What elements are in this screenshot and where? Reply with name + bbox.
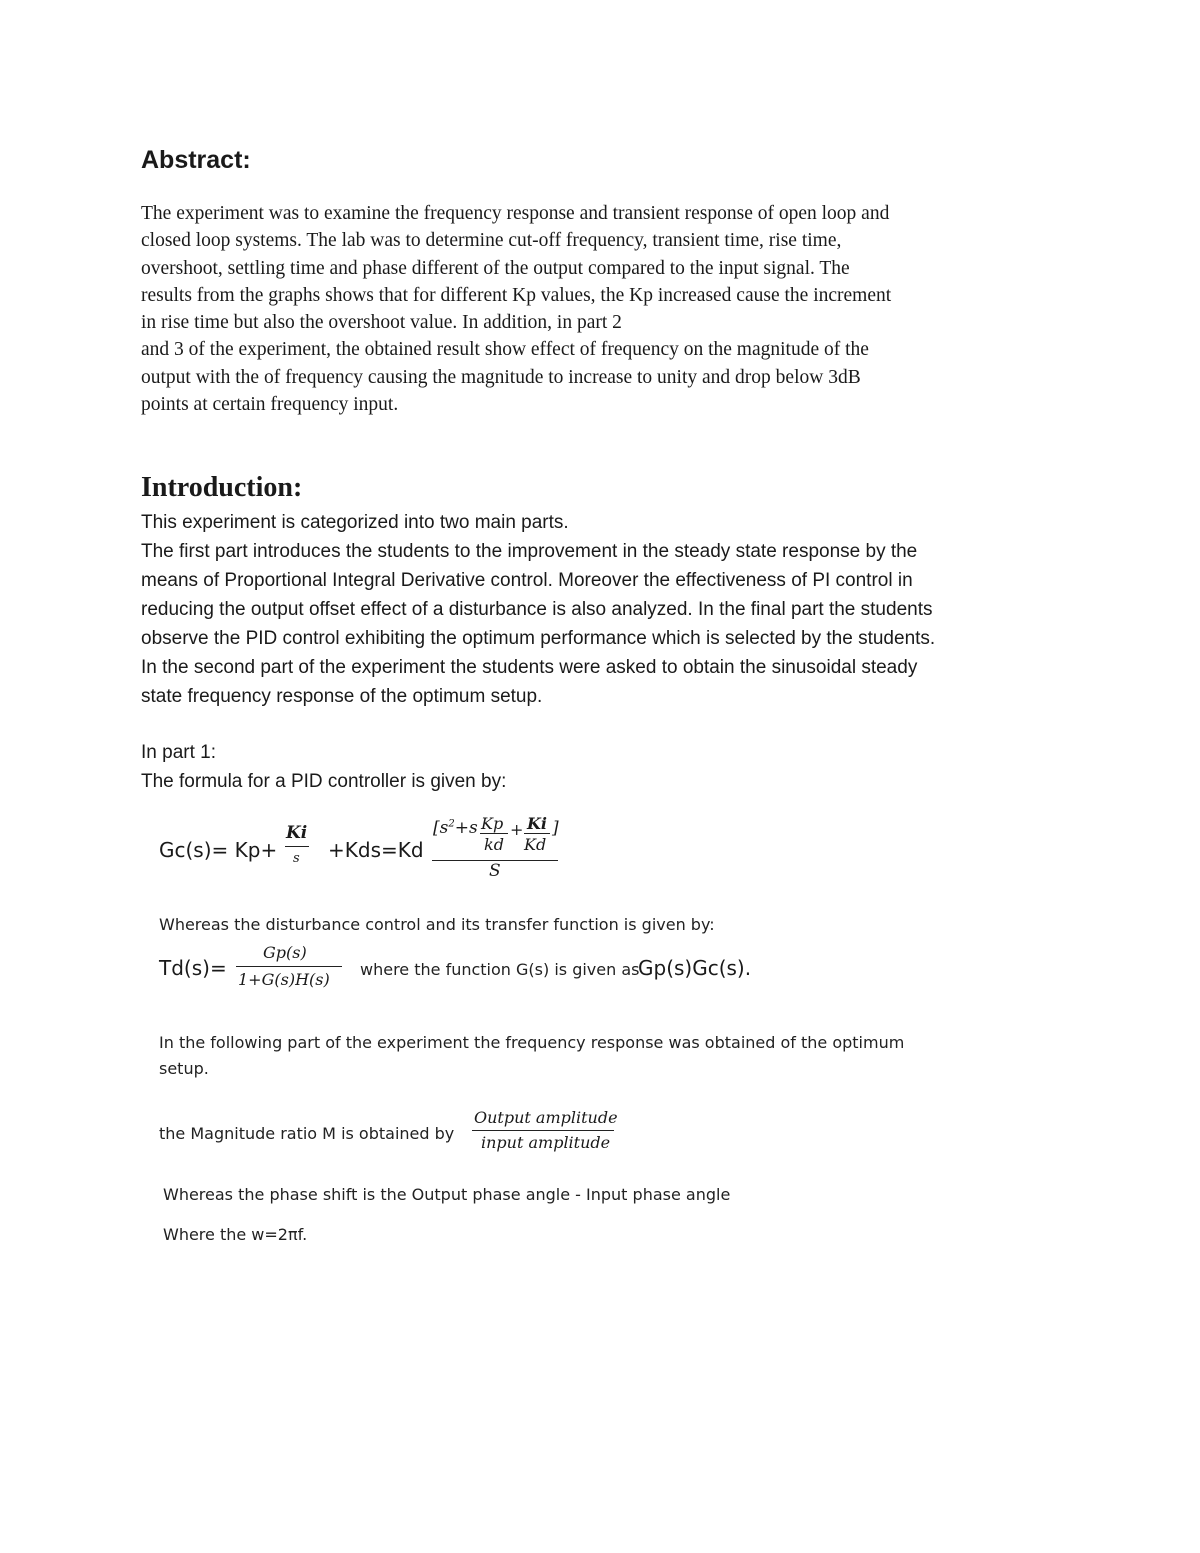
abstract-line: points at certain frequency input. (141, 394, 399, 416)
where-w-text: Where the w=2πf. (163, 1225, 308, 1244)
introduction-heading: Introduction: (141, 472, 303, 503)
ki-numerator: Ki (286, 823, 308, 843)
pid-num-open: [$s^2+s$ (433, 818, 478, 838)
intro-line: means of Proportional Integral Derivative control. Moreover the effectiveness of PI control in (141, 570, 913, 591)
magnitude-numerator: Output amplitude (474, 1108, 618, 1127)
td-numerator: Gp(s) (263, 943, 307, 962)
abstract-line: and 3 of the experiment, the obtained result show effect of frequency on the magnitude of the (141, 339, 869, 361)
intro-line: This experiment is categorized into two main parts. (141, 512, 569, 533)
ki-fraction-bar (285, 846, 309, 847)
abstract-line: overshoot, settling time and phase different of the output compared to the input signal. The (141, 257, 850, 279)
gpgc-term: Gp(s)Gc(s). (638, 956, 752, 980)
magnitude-intro: the Magnitude ratio M is obtained by (159, 1124, 455, 1143)
bracket-close: ] (552, 818, 559, 838)
intro-line: In the second part of the experiment the students were asked to obtain the sinusoidal steady (141, 657, 918, 678)
magnitude-denominator: input amplitude (481, 1133, 611, 1152)
disturbance-intro: Whereas the disturbance control and its transfer function is given by: (159, 915, 715, 934)
intro-line: observe the PID control exhibiting the optimum performance which is selected by the students. (141, 628, 936, 649)
abstract-line: results from the graphs shows that for different Kp values, the Kp increased cause the increment (141, 284, 892, 306)
magnitude-fraction-bar (472, 1130, 614, 1131)
ki-numerator-2: Ki (527, 814, 547, 833)
kd-denominator: kd (484, 835, 504, 854)
intro-line: The first part introduces the students to the improvement in the steady state response by the (141, 541, 918, 562)
where-function-text: where the function G(s) is given as (360, 960, 640, 979)
pid-formula-intro: The formula for a PID controller is given by: (141, 771, 507, 792)
kds-term: +Kds=Kd (328, 838, 424, 862)
td-prefix: Td(s)= (159, 956, 227, 980)
following-line-2: setup. (159, 1059, 209, 1078)
phase-shift-text: Whereas the phase shift is the Output phase angle - Input phase angle (163, 1185, 731, 1204)
abstract-paragraph (141, 200, 1061, 418)
kd-upper-denominator: Kd (524, 835, 547, 854)
abstract-line: The experiment was to examine the frequency response and transient response of open loop and (141, 203, 890, 224)
introduction-paragraph (141, 508, 1071, 711)
part-1-label: In part 1: (141, 742, 216, 763)
td-fraction-bar (236, 966, 342, 967)
kp-numerator: Kp (481, 814, 504, 833)
pid-square: 2 (448, 818, 455, 830)
td-denominator: 1+G(s)H(s) (238, 970, 330, 989)
intro-line: state frequency response of the optimum setup. (141, 686, 543, 707)
gc-prefix: Gc(s)= Kp+ (159, 838, 278, 862)
abstract-line: closed loop systems. The lab was to determine cut-off frequency, transient time, rise time, (141, 230, 842, 252)
abstract-line: in rise time but also the overshoot value. In addition, in part 2 (141, 312, 622, 334)
following-line-1: In the following part of the experiment the frequency response was obtained of the optimum (159, 1033, 905, 1052)
abstract-heading: Abstract: (141, 146, 251, 174)
plus-sign: + (510, 820, 524, 839)
pid-denominator: S (489, 861, 501, 881)
intro-line: reducing the output offset effect of a disturbance is also analyzed. In the final part the students (141, 599, 933, 620)
s-denominator: s (293, 851, 300, 866)
abstract-line: output with the of frequency causing the magnitude to increase to unity and drop below 3dB (141, 366, 861, 388)
